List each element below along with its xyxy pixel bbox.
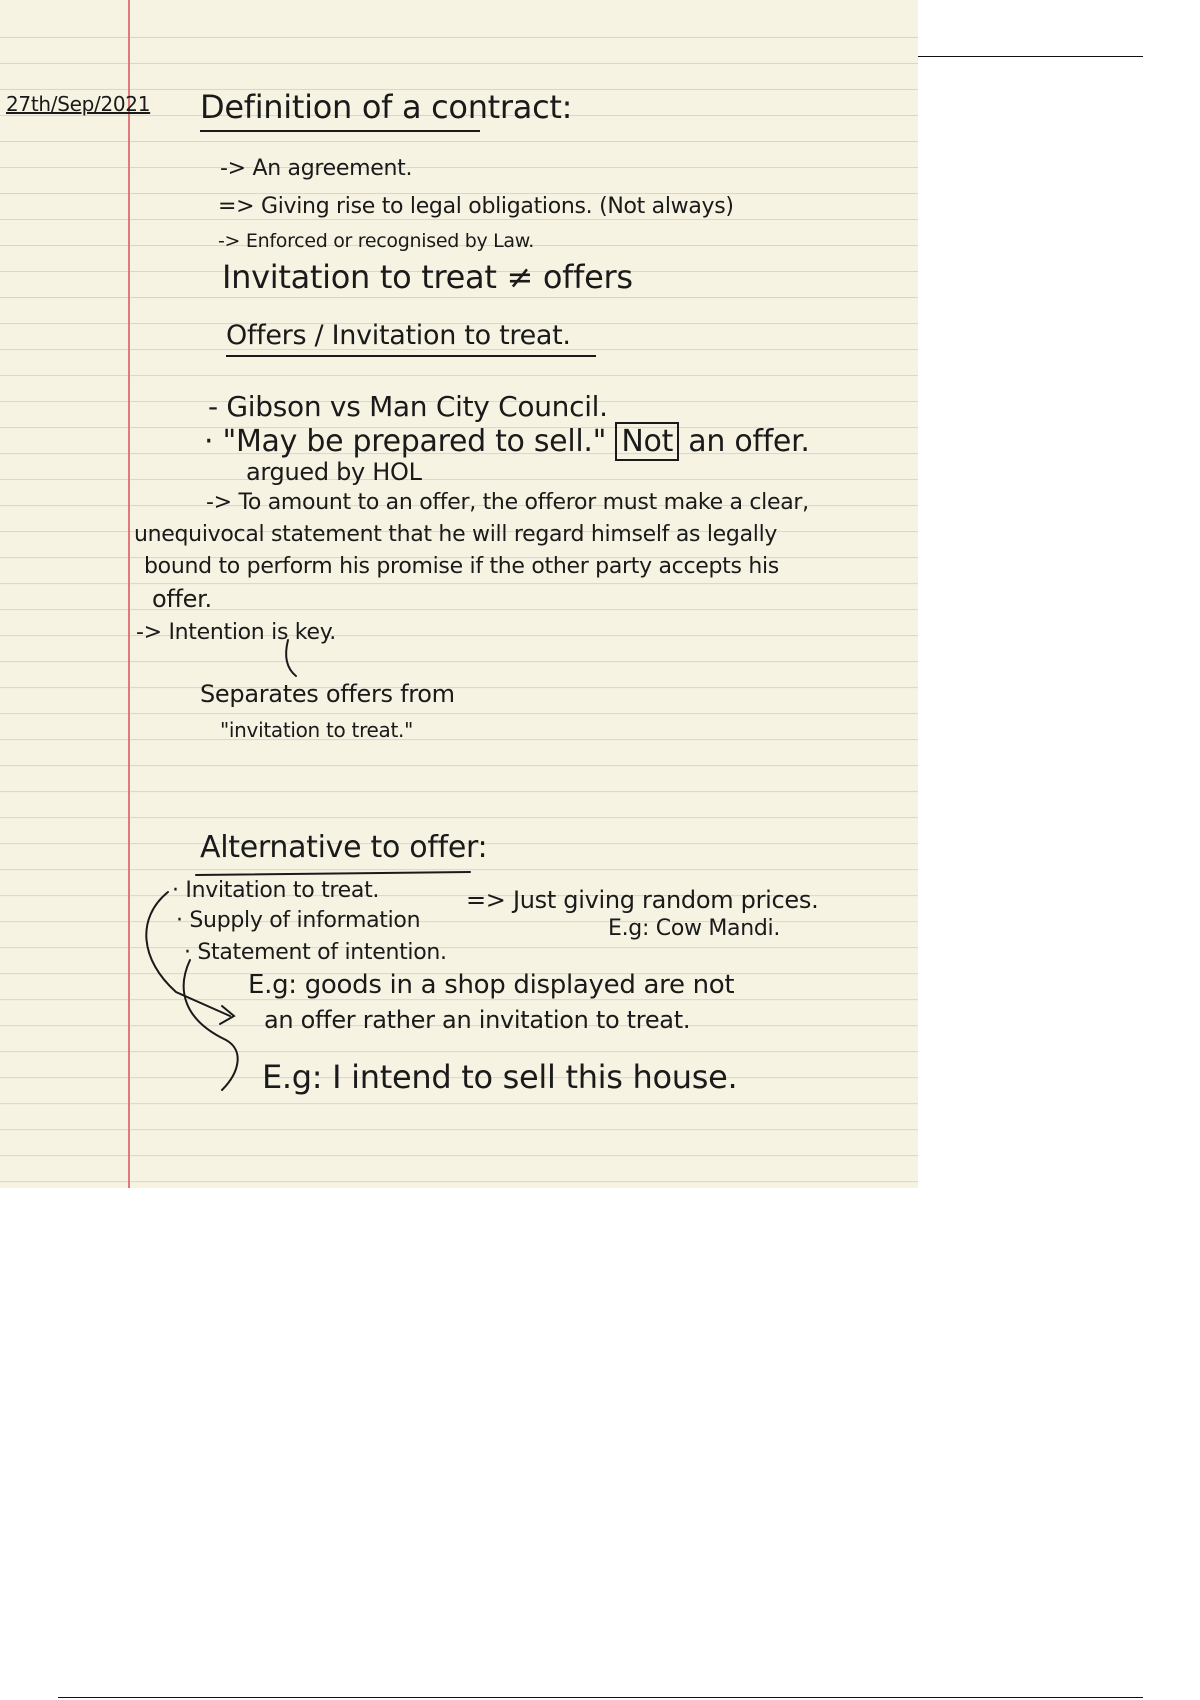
underline-alternatives bbox=[196, 872, 470, 875]
alternative-item: · Statement of intention. bbox=[184, 940, 447, 965]
rule-line: -> To amount to an offer, the offeror must make a clear, bbox=[206, 490, 809, 515]
definition-point: => Giving rise to legal obligations. (Not always) bbox=[218, 194, 734, 219]
bottom-rule bbox=[58, 1697, 1143, 1698]
definition-point: -> An agreement. bbox=[220, 156, 413, 181]
separates-line: "invitation to treat." bbox=[220, 718, 414, 742]
note-title: Definition of a contract: bbox=[200, 88, 480, 132]
intention-key: -> Intention is key. bbox=[136, 620, 336, 645]
section-heading-alternatives: Alternative to offer: bbox=[200, 830, 488, 865]
supply-example: => Just giving random prices. bbox=[466, 886, 819, 914]
alternative-item: · Supply of information bbox=[176, 908, 421, 933]
alternative-item: · Invitation to treat. bbox=[172, 878, 380, 903]
bracket-statement bbox=[184, 960, 238, 1090]
note-date: 27th/Sep/2021 bbox=[6, 92, 151, 116]
definition-point: -> Enforced or recognised by Law. bbox=[218, 230, 535, 252]
supply-example: E.g: Cow Mandi. bbox=[608, 916, 781, 941]
bracket-alternatives bbox=[146, 892, 230, 1016]
rule-line: bound to perform his promise if the other party accepts his bbox=[144, 554, 779, 579]
rule-line: offer. bbox=[152, 585, 212, 613]
section-heading-offers: Offers / Invitation to treat. bbox=[226, 320, 596, 357]
arrow-curve-intention bbox=[286, 640, 296, 676]
quote-prefix: · "May be prepared to sell." bbox=[204, 424, 607, 459]
quote-suffix: an offer. bbox=[688, 424, 810, 459]
goods-example: an offer rather an invitation to treat. bbox=[264, 1006, 691, 1034]
top-rule bbox=[918, 56, 1143, 57]
house-example: E.g: I intend to sell this house. bbox=[262, 1058, 738, 1096]
rule-line: unequivocal statement that he will regard himself as legally bbox=[134, 522, 778, 547]
not-box: Not bbox=[615, 422, 679, 461]
case-name: - Gibson vs Man City Council. bbox=[208, 390, 608, 423]
argued-by: argued by HOL bbox=[246, 458, 422, 486]
separates-line: Separates offers from bbox=[200, 680, 455, 708]
goods-example: E.g: goods in a shop displayed are not bbox=[248, 970, 735, 1000]
itt-not-offers: Invitation to treat ≠ offers bbox=[222, 258, 633, 296]
